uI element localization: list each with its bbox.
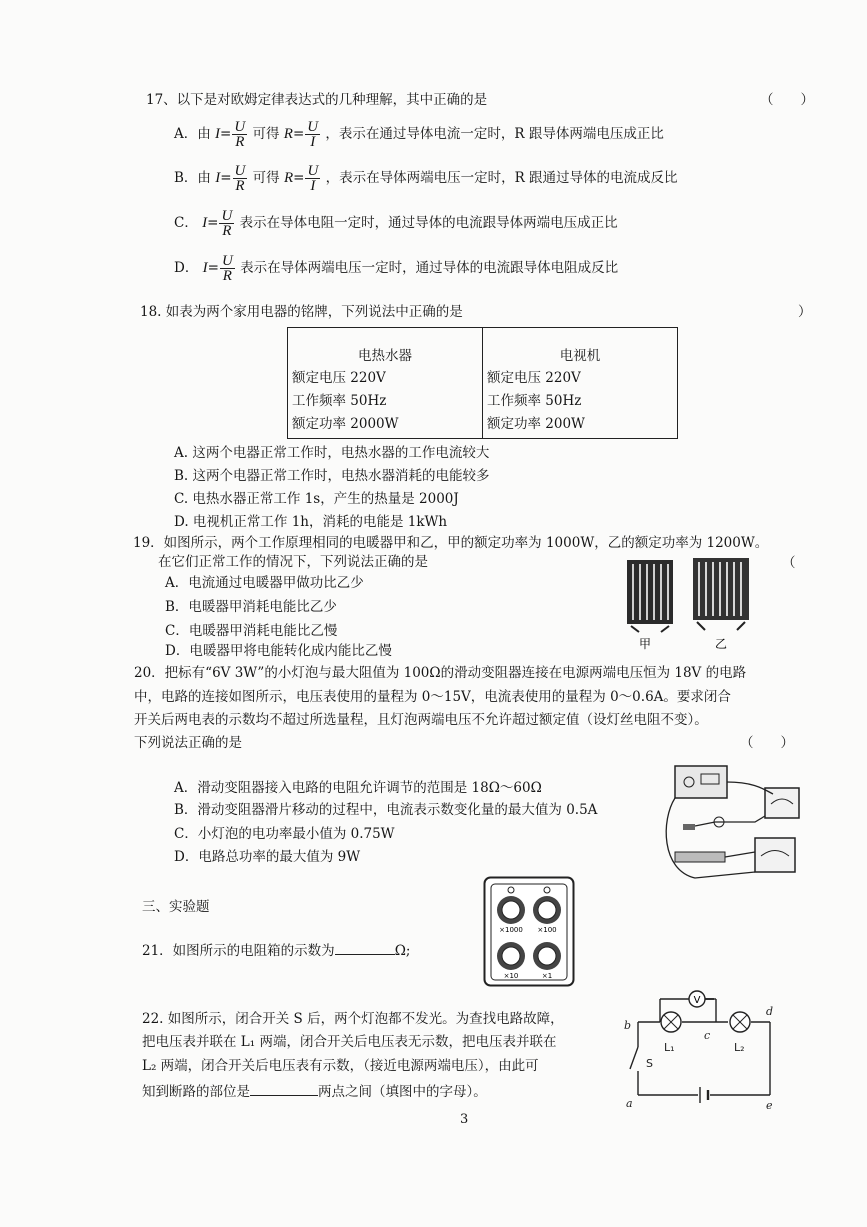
q21-question: 21．如图所示的电阻箱的示数为 Ω; <box>142 940 410 960</box>
lamp-l1-symbol <box>661 1012 681 1032</box>
q17-answer-bracket[interactable]: （ ） <box>760 92 814 108</box>
q20-option-d[interactable]: D．电路总功率的最大值为 9W <box>174 849 361 865</box>
q18-answer-bracket[interactable]: ） <box>798 304 812 320</box>
lamp-l2-label: L₂ <box>734 1041 745 1054</box>
nameplate-water-heater <box>288 328 483 438</box>
q21-answer-blank[interactable] <box>335 940 395 955</box>
nameplate-title: 电视机 <box>559 348 601 364</box>
nameplate-row: 工作频率 50Hz <box>292 393 387 409</box>
q17-option-a[interactable]: A．由 I= $\frac{U}{R}$ 可得 R= $\frac{U}{I}$ ，表示在通过导体电流一定时，R 跟导体两端电压成正比 <box>174 119 664 150</box>
fraction-u-over-i: $\frac{U}{I}$ <box>307 119 319 150</box>
q19-option-c[interactable]: C．电暖器甲消耗电能比乙慢 <box>165 623 338 639</box>
q18-option-b[interactable]: B. 这两个电器正常工作时，电热水器消耗的电能较多 <box>174 468 490 484</box>
fraction-u-over-i: $\frac{U}{I}$ <box>307 163 319 194</box>
heater-yi-label: 乙 <box>715 637 728 651</box>
q20-option-a[interactable]: A．滑动变阻器接入电路的电阻允许调节的范围是 18Ω～60Ω <box>174 780 542 796</box>
q17-option-d[interactable]: D． I= $\frac{U}{R}$ 表示在导体两端电压一定时，通过导体的电流跟导体电阻成反比 <box>174 253 619 284</box>
q20-line4: 下列说法正确的是 <box>134 735 242 751</box>
q19-answer-bracket[interactable]: （ <box>782 555 796 571</box>
q22-line4: 知到断路的部位是 两点之间（填图中的字母）。 <box>142 1081 487 1101</box>
svg-text:×1000: ×1000 <box>499 926 523 934</box>
point-c-label: c <box>704 1029 711 1042</box>
nameplate-tv <box>483 328 677 438</box>
q18-option-c[interactable]: C. 电热水器正常工作 1s，产生的热量是 2000J <box>174 491 459 507</box>
nameplate-title: 电热水器 <box>358 348 412 364</box>
heaters-figure <box>615 550 765 660</box>
switch-s-label: S <box>646 1057 653 1070</box>
nameplate-row: 额定功率 2000W <box>292 416 399 432</box>
resistance-box-figure <box>483 876 575 988</box>
switch-icon <box>683 824 695 830</box>
point-a-label: a <box>626 1097 633 1110</box>
q20-line3: 开关后两电表的示数均不超过所选量程，且灯泡两端电压不允许超过额定值（设灯丝电阻不变）。 <box>134 712 708 728</box>
q17-option-c[interactable]: C． I= $\frac{U}{R}$ 表示在导体电阻一定时，通过导体的电流跟导体两端电压成正比 <box>174 208 618 239</box>
heater-jia-image <box>627 560 673 632</box>
nameplate-table <box>287 327 678 439</box>
q20-line1: 20．把标有“6V 3W”的小灯泡与最大阻值为 100Ω的滑动变阻器连接在电源两端电压恒为 18V 的电路 <box>134 665 747 681</box>
lamp-l2-symbol <box>730 1012 750 1032</box>
ammeter-image <box>755 838 795 872</box>
nameplate-row: 额定电压 220V <box>292 370 386 386</box>
q19-line2: 在它们正常工作的情况下，下列说法正确的是 <box>158 554 428 570</box>
q19-line1: 19．如图所示，两个工作原理相同的电暖器甲和乙，甲的额定功率为 1000W，乙的额定功率为 1200W。 <box>133 535 769 551</box>
q22-answer-blank[interactable] <box>250 1081 318 1096</box>
heater-yi-image <box>693 558 749 630</box>
section-3-title: 三、实验题 <box>142 899 210 915</box>
q22-line2: 把电压表并联在 L₁ 两端，闭合开关后电压表无示数，把电压表并联在 <box>142 1034 557 1050</box>
nameplate-row: 额定功率 200W <box>487 416 585 432</box>
fraction-u-over-r: $\frac{U}{R}$ <box>234 119 246 150</box>
heater-jia-label: 甲 <box>639 637 652 651</box>
q20-option-b[interactable]: B．滑动变阻器滑片移动的过程中，电流表示数变化量的最大值为 0.5A <box>174 802 598 818</box>
point-e-label: e <box>766 1099 773 1112</box>
fraction-u-over-r: $\frac{U}{R}$ <box>234 163 246 194</box>
q19-option-b[interactable]: B．电暖器甲消耗电能比乙少 <box>165 599 337 615</box>
q18-option-d[interactable]: D. 电视机正常工作 1h，消耗的电能是 1kWh <box>174 514 448 530</box>
voltmeter-symbol <box>689 991 705 1007</box>
q17-option-b[interactable]: B．由 I= $\frac{U}{R}$ 可得 R= $\frac{U}{I}$ ，表示在导体两端电压一定时，R 跟通过导体的电流成反比 <box>174 163 678 194</box>
q18-option-a[interactable]: A. 这两个电器正常工作时，电热水器的工作电流较大 <box>174 445 490 461</box>
q17-stem: 17、以下是对欧姆定律表达式的几种理解，其中正确的是 <box>146 92 488 108</box>
page-number: 3 <box>460 1112 469 1127</box>
svg-text:V: V <box>693 995 701 1006</box>
fraction-u-over-r: $\frac{U}{R}$ <box>221 253 233 284</box>
svg-text:×100: ×100 <box>537 926 557 934</box>
fraction-u-over-r: $\frac{U}{R}$ <box>221 208 233 239</box>
q22-line3: L₂ 两端，闭合开关后电压表有示数，（接近电源两端电压），由此可 <box>142 1058 539 1074</box>
q20-line2: 中，电路的连接如图所示，电压表使用的量程为 0～15V，电流表使用的量程为 0～0.6A。要求闭合 <box>134 689 731 705</box>
q22-circuit-diagram <box>620 985 780 1113</box>
nameplate-row: 额定电压 220V <box>487 370 581 386</box>
lamp-l1-label: L₁ <box>664 1041 675 1054</box>
q22-line1: 22. 如图所示，闭合开关 S 后，两个灯泡都不发光。为查找电路故障， <box>142 1011 564 1027</box>
q20-apparatus-figure <box>655 760 805 885</box>
q20-option-c[interactable]: C．小灯泡的电功率最小值为 0.75W <box>174 826 395 842</box>
q20-answer-bracket[interactable]: （ ） <box>740 735 794 751</box>
svg-text:×10: ×10 <box>503 972 519 980</box>
point-d-label: d <box>766 1005 774 1018</box>
point-b-label: b <box>624 1019 632 1032</box>
nameplate-row: 工作频率 50Hz <box>487 393 582 409</box>
svg-text:×1: ×1 <box>541 972 553 980</box>
q19-option-d[interactable]: D．电暖器甲将电能转化成内能比乙慢 <box>165 643 392 659</box>
rheostat-image <box>675 852 725 862</box>
q18-stem: 18. 如表为两个家用电器的铭牌，下列说法中正确的是 <box>140 304 463 320</box>
q19-option-a[interactable]: A．电流通过电暖器甲做功比乙少 <box>165 575 364 591</box>
battery-symbol <box>700 1087 708 1103</box>
